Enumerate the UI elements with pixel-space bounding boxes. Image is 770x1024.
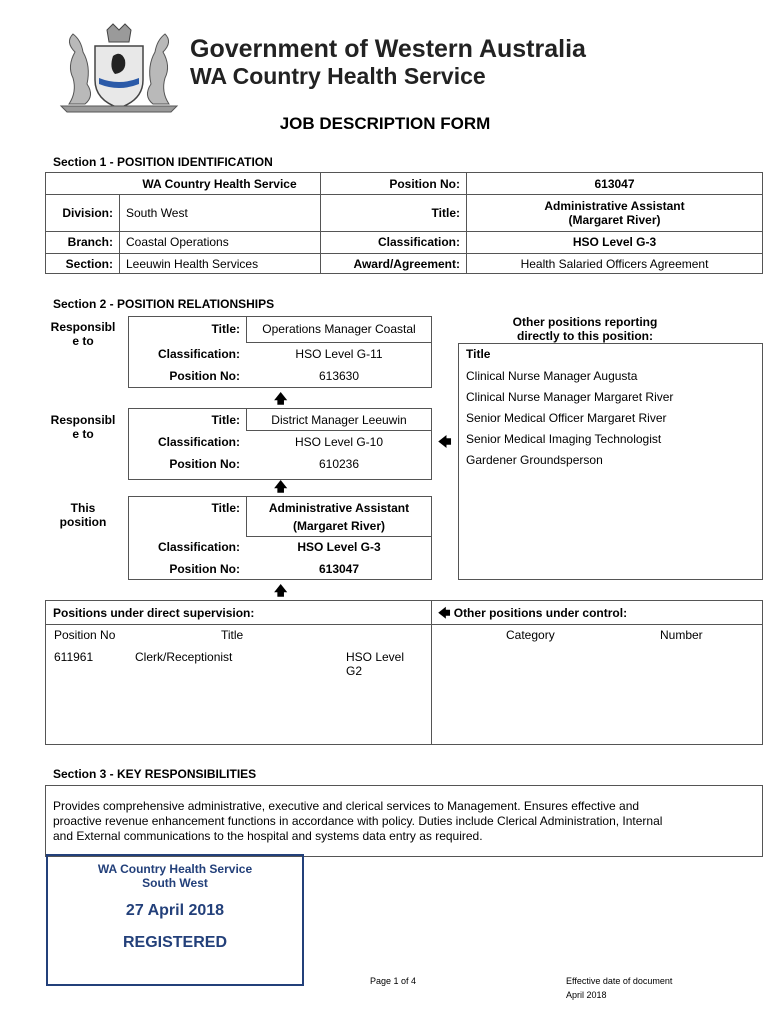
other-position-item: Senior Medical Imaging Technologist	[466, 432, 662, 446]
title-value-1: Administrative Assistant	[544, 199, 685, 213]
box2-title-label: Title:	[211, 413, 240, 427]
other-title-header: Title	[466, 347, 491, 361]
box1-posno-label: Position No:	[169, 369, 240, 383]
other-positions-heading: Other positions reporting directly to this position:	[512, 315, 658, 343]
other-position-item: Gardener Groundsperson	[466, 453, 603, 467]
stamp-line2: South West	[142, 876, 208, 890]
box2-title: District Manager Leeuwin	[271, 413, 407, 427]
box3-posno-label: Position No:	[169, 562, 240, 576]
division-label: Division:	[62, 206, 113, 220]
this-position-label: This position	[59, 501, 107, 529]
box3-class-label: Classification:	[157, 540, 240, 554]
other-position-item: Clinical Nurse Manager Margaret River	[466, 390, 674, 404]
other-position-item: Clinical Nurse Manager Augusta	[466, 369, 638, 383]
box2-position-no: 610236	[318, 457, 360, 471]
page-number: Page 1 of 4	[370, 976, 417, 986]
col-position-no: Position No	[54, 628, 116, 642]
up-arrow-icon: 🡅	[274, 479, 288, 494]
box3-title-label: Title:	[211, 501, 240, 515]
col-category: Category	[506, 628, 555, 642]
award-value: Health Salaried Officers Agreement	[520, 257, 709, 271]
resp1-label: Responsibl e to	[50, 320, 116, 348]
supervised-position-no: 611961	[54, 650, 94, 664]
box3-classification: HSO Level G-3	[297, 540, 381, 554]
box2-classification: HSO Level G-10	[294, 435, 384, 449]
box1-classification: HSO Level G-11	[295, 347, 383, 361]
form-title: JOB DESCRIPTION FORM	[279, 114, 491, 133]
col-number: Number	[660, 628, 703, 642]
box1-position-no: 613630	[318, 369, 360, 383]
stamp-status: REGISTERED	[122, 934, 227, 951]
box1-title-label: Title:	[211, 322, 240, 336]
box1-title: Operations Manager Coastal	[262, 322, 416, 336]
crest-icon	[55, 22, 183, 114]
title-value-2: (Margaret River)	[568, 213, 661, 227]
position-no-label: Position No:	[389, 177, 460, 191]
branch-label: Branch:	[67, 235, 113, 249]
classification-value: HSO Level G-3	[572, 235, 657, 249]
effective-date: April 2018	[566, 990, 607, 1000]
box1-class-label: Classification:	[157, 347, 240, 361]
supervised-title: Clerk/Receptionist	[135, 650, 233, 664]
other-position-item: Senior Medical Officer Margaret River	[466, 411, 667, 425]
box2-posno-label: Position No:	[169, 457, 240, 471]
left-arrow-icon: 🡄	[438, 434, 452, 449]
section3-heading: Section 3 - KEY RESPONSIBILITIES	[53, 767, 257, 781]
section2-heading: Section 2 - POSITION RELATIONSHIPS	[53, 297, 275, 311]
stamp-line1: WA Country Health Service	[97, 862, 253, 876]
up-arrow-icon: 🡅	[274, 391, 288, 406]
section-value: Leeuwin Health Services	[126, 257, 259, 271]
supervision-heading: Positions under direct supervision:	[53, 606, 255, 620]
section-label: Section:	[65, 257, 113, 271]
col-title: Title	[221, 628, 244, 642]
header-service: WA Country Health Service	[190, 63, 486, 89]
resp2-label: Responsibl e to	[50, 413, 116, 441]
control-heading: 🡄 Other positions under control:	[438, 606, 628, 620]
classification-label: Classification:	[377, 235, 460, 249]
effective-label: Effective date of document	[566, 976, 673, 986]
box2-class-label: Classification:	[157, 435, 240, 449]
supervised-level: HSO Level G2	[346, 650, 405, 678]
section1-heading: Section 1 - POSITION IDENTIFICATION	[53, 155, 273, 169]
registration-stamp	[46, 854, 304, 986]
header-government: Government of Western Australia	[190, 35, 586, 63]
up-arrow-icon: 🡅	[274, 583, 288, 598]
stamp-date: 27 April 2018	[125, 902, 225, 919]
award-label: Award/Agreement:	[353, 257, 460, 271]
title-label: Title:	[431, 206, 460, 220]
box3-position-no: 613047	[318, 562, 360, 576]
box3-title-1: Administrative Assistant	[268, 501, 410, 515]
branch-value: Coastal Operations	[126, 235, 229, 249]
org-name: WA Country Health Service	[142, 177, 297, 191]
responsibilities-text: Provides comprehensive administrative, executive and clerical services to Management. Ensures effective and proactive revenue enhancement functions in accordance with policy. Duties include Clerical Administration, Internal and External communications to the hospital and systems data entry as required.	[53, 799, 663, 843]
box3-title-2: (Margaret River)	[292, 519, 386, 533]
division-value: South West	[126, 206, 188, 220]
position-no-value: 613047	[594, 177, 635, 191]
